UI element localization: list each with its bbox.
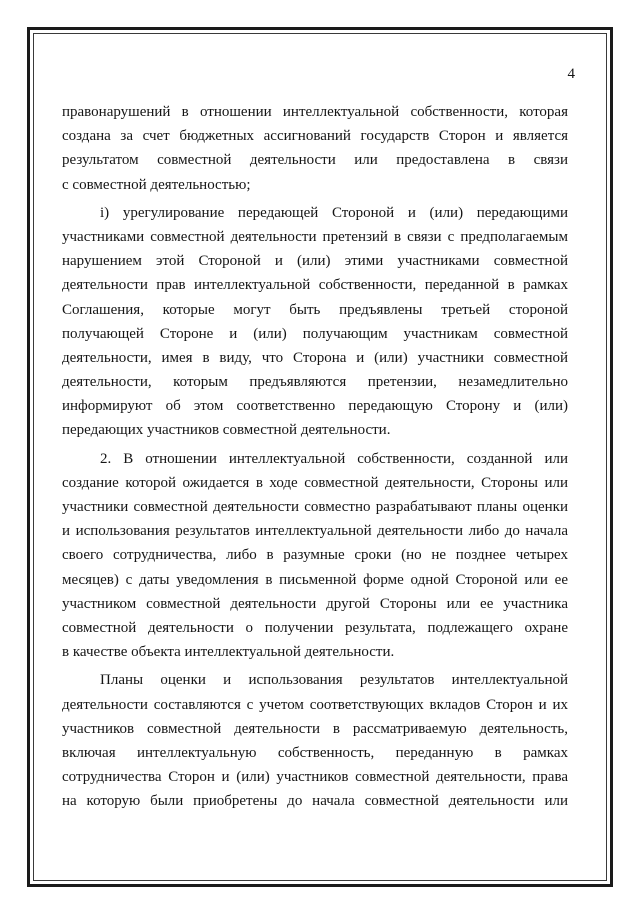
text-line: деятельности составляются с учетом соответствующих вкладов Сторон и их [62, 696, 568, 713]
text-line: Планы оценки и использования результатов интеллектуальной [100, 672, 568, 689]
text-line: правонарушений в отношении интеллектуальной собственности, которая [62, 104, 568, 120]
text-line: участниками совместной деятельности претензий в связи с предполагаемым [62, 228, 568, 245]
text-line: результатом совместной деятельности или предоставлена в связи [62, 152, 568, 169]
text-line: месяцев) с даты уведомления в письменной форме одной Стороной или ее [62, 571, 568, 588]
text-line: сотрудничества Сторон и (или) участников совместной деятельности, права [62, 769, 568, 786]
text-line: 2. В отношении интеллектуальной собственности, созданной или [100, 450, 568, 467]
text-line: на которую были приобретены до начала совместной деятельности или [62, 793, 568, 810]
page-number: 4 [567, 66, 575, 82]
text-line: нарушением этой Стороной и (или) этими участниками совместной [62, 253, 568, 270]
text-line: участников совместной деятельности в рассматриваемую деятельность, [62, 720, 568, 737]
text-line: деятельности, имея в виду, что Сторона и (или) участники совместной [62, 349, 568, 366]
text-line: с совместной деятельностью; [62, 176, 251, 193]
text-line: включая интеллектуальную собственность, переданную в рамках [62, 744, 568, 761]
text-line: i) урегулирование передающей Стороной и (или) передающими [100, 204, 568, 221]
text-line: деятельности прав интеллектуальной собственности, переданной в рамках [62, 277, 568, 294]
document-body [62, 100, 568, 813]
text-line: передающих участников совместной деятельности. [62, 422, 391, 439]
text-line: совместной деятельности о получении результата, подлежащего охране [62, 619, 568, 636]
text-line: в качестве объекта интеллектуальной деятельности. [62, 644, 395, 661]
text-line: деятельности, которым предъявляются претензии, незамедлительно [62, 374, 568, 391]
text-line: создана за счет бюджетных ассигнований государств Сторон и является [62, 128, 568, 145]
text-line: информируют об этом соответственно передающую Сторону и (или) [62, 398, 568, 415]
text-line: Соглашения, которые могут быть предъявлены третьей стороной [62, 301, 568, 318]
text-line: и использования результатов интеллектуальной деятельности либо до начала [62, 523, 568, 540]
text-line: участники совместной деятельности совместно разрабатывают планы оценки [62, 499, 568, 515]
text-line: создание которой ожидается в ходе совместной деятельности, Стороны или [62, 474, 568, 491]
text-line: участником совместной деятельности другой Стороны или ее участника [62, 595, 568, 612]
text-line: своего сотрудничества, либо в разумные сроки (но не позднее четырех [62, 547, 568, 564]
text-line: получающей Стороне и (или) получающим участникам совместной [62, 325, 568, 342]
